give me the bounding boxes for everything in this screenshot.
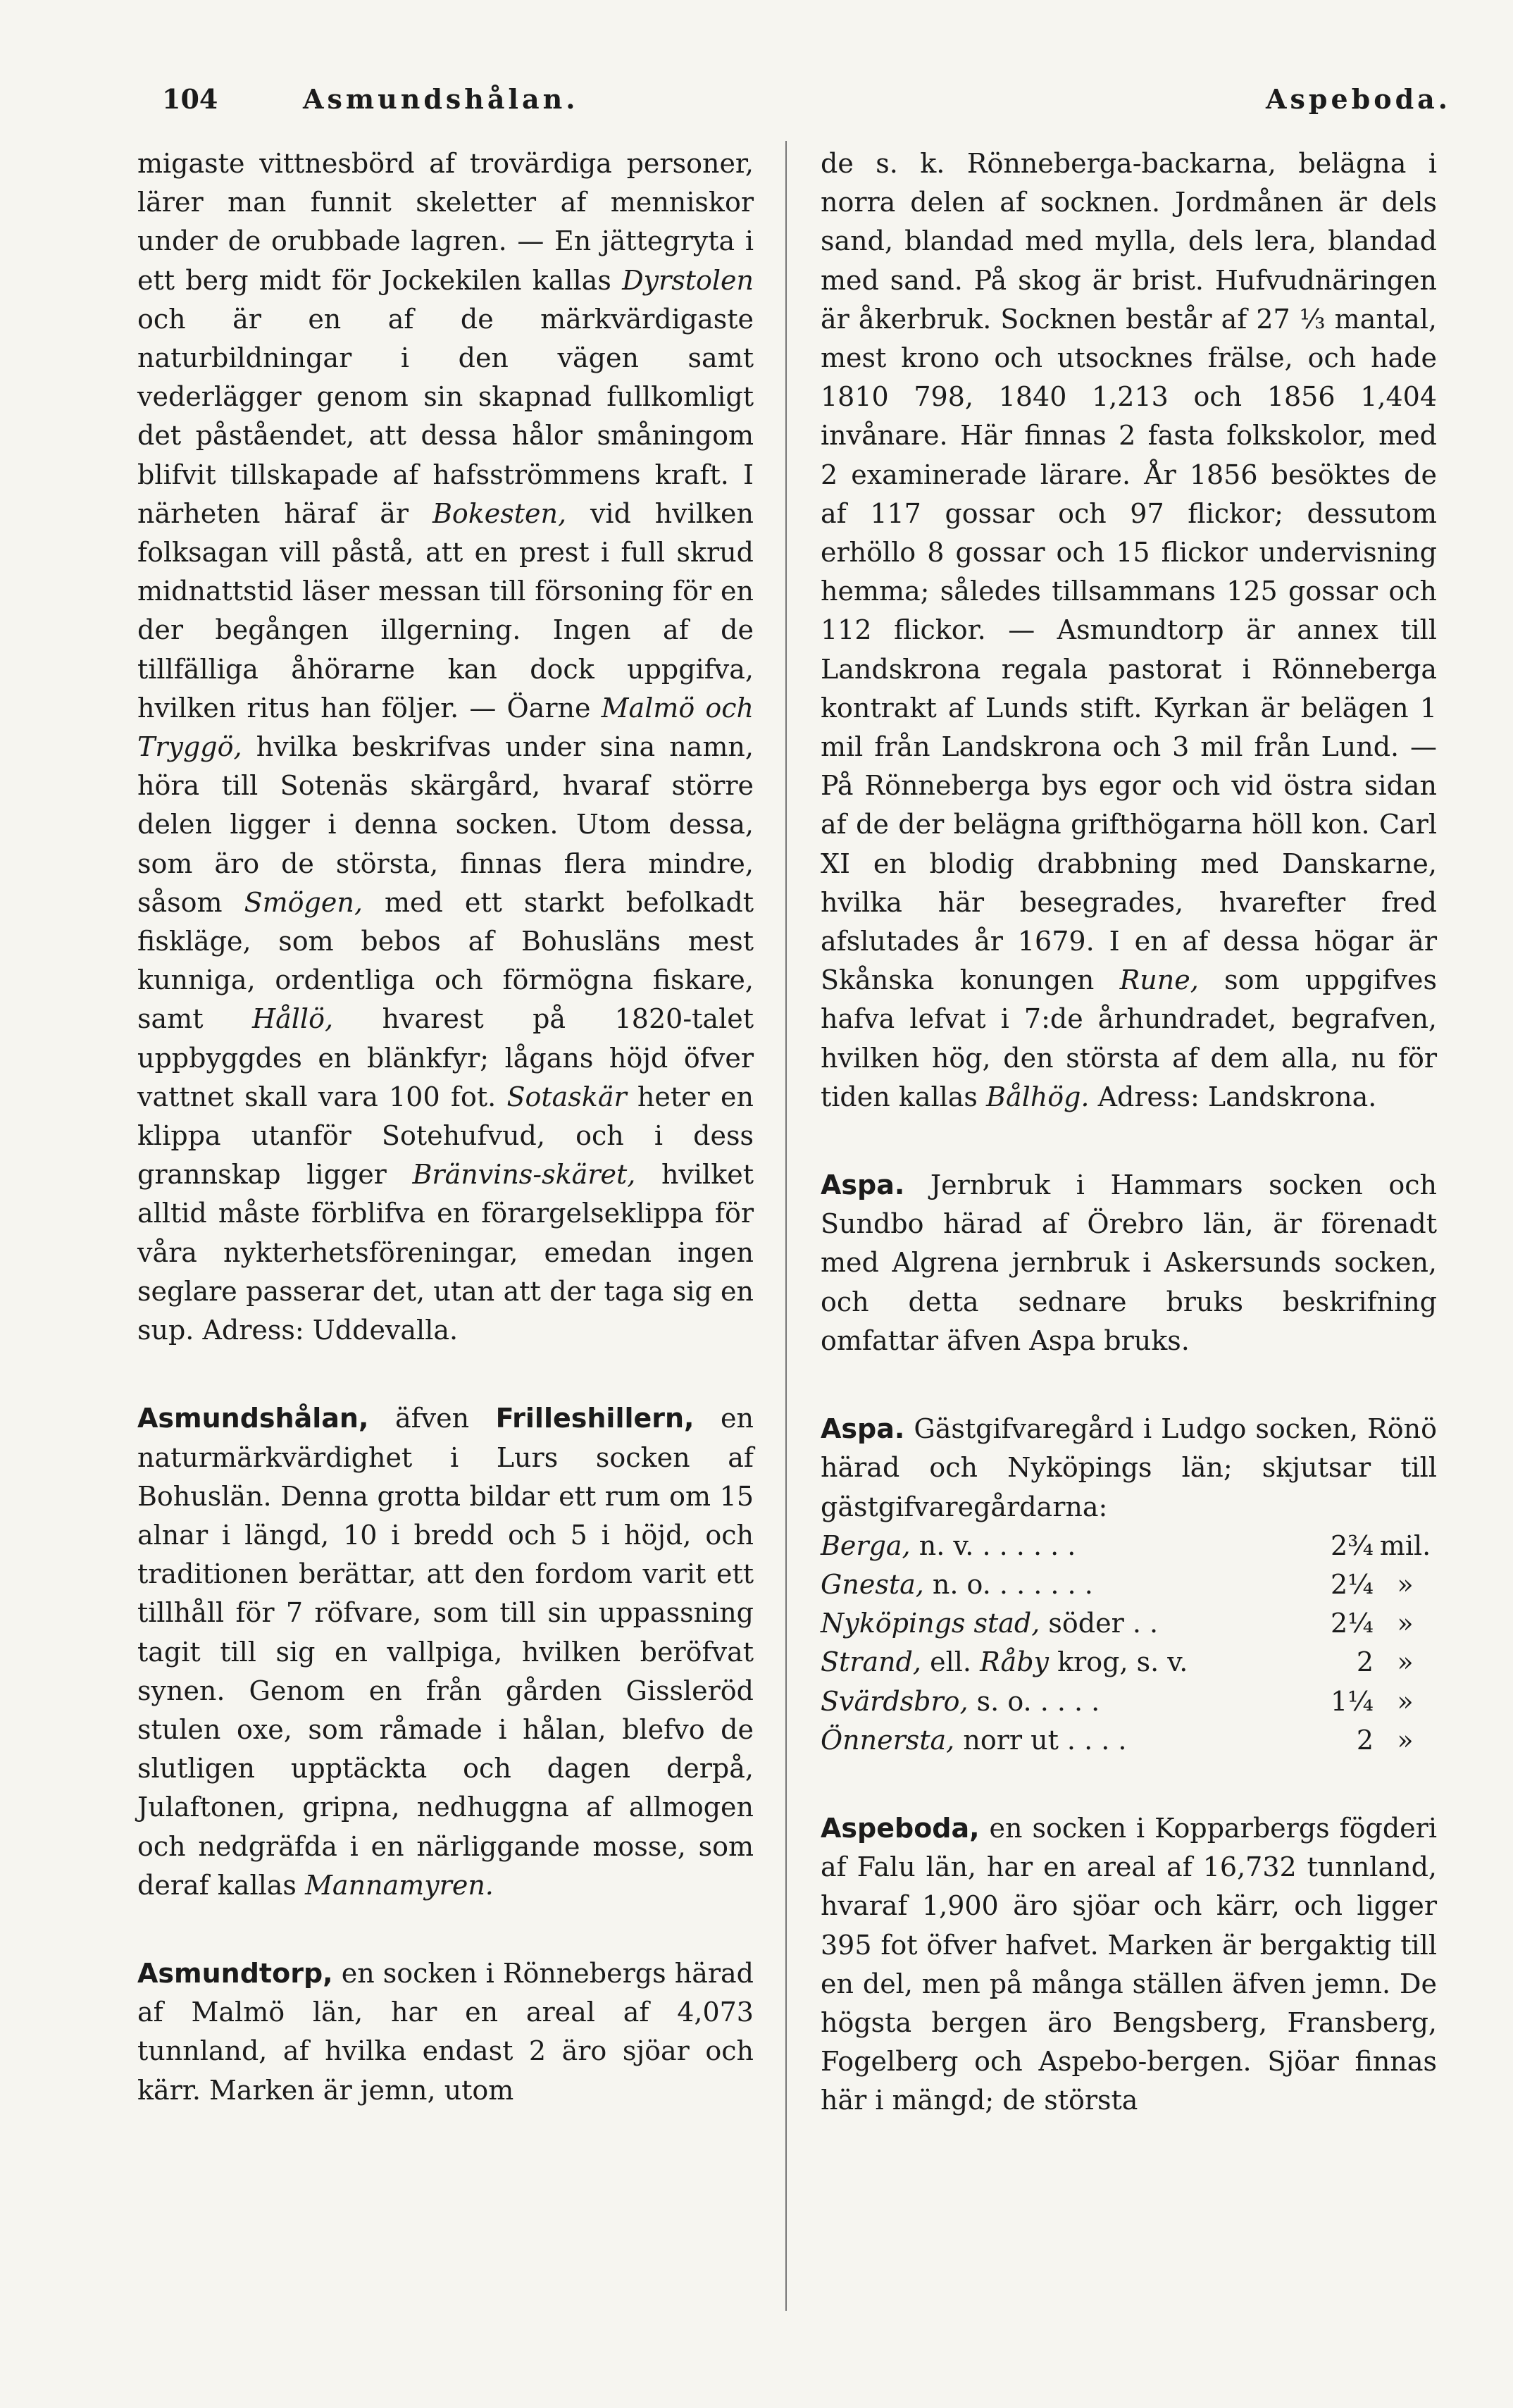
table-row: Önnersta, norr ut . . . . 2 » [821,1724,1414,1756]
page-number: 104 [162,83,218,115]
headword: Frilleshillern, [495,1403,695,1434]
table-row: Gnesta, n. o. . . . . . . 2¼ » [821,1568,1414,1600]
table-row: Strand, ell. Råby krog, s. v. 2 » [821,1646,1414,1678]
entry-continuation-paragraph: migaste vittnesbörd af trovärdiga personer, lärer man funnit skeletter af menniskor under de orubbade lagren. — En jättegryta i ett berg midt för Jockekilen kallas Dyrstolen och är en af de märkvärdigaste naturbildningar i den vägen samt vederlägger genom sin skapnad fullkomligt det påståendet, att dessa hålor småningom blifvit tillskapade af hafsströmmens kraft. I närheten häraf är Bokesten, vid hvilken folksagan vill påstå, att en prest i full skrud midnattstid läser messan till försoning för en der begången illgerning. Ingen af de tillfälliga åhörarne kan dock uppgifva, hvilken ritus han följer. — Öarne Malmö och Tryggö, hvilka beskrifvas under sina namn, höra till Sotenäs skärgård, hvaraf större delen ligger i denna socken. Utom dessa, som äro de största, finnas flera mindre, såsom Smögen, med ett starkt befolkadt fiskläge, som bebos af Bohusläns mest kunniga, ordentliga och förmögna fiskare, samt Hållö, hvarest på 1820-talet uppbyggdes en blänkfyr; lågans höjd öfver vattnet skall vara 100 fot. Sotaskär heter en klippa utanför Sotehufvud, och i dess grannskap ligger Bränvins-skäret, hvilket alltid måste förblifva en förargelseklippa för våra nykterhetsföreningar, emedan ingen seglare passerar det, utan att der taga sig en sup. Adress: Uddevalla. [137,148,754,1346]
table-row: Nyköpings stad, söder . . 2¼ » [821,1608,1414,1639]
entry-aspa-jernbruk: Aspa. Jernbruk i Hammars socken och Sundbo härad af Örebro län, är förenadt med Algrena jernbruk i Askersunds socken, och detta sednare bruks beskrifning omfattar äfven Aspa bruks. [821,1169,1437,1356]
distance-table [821,1527,1437,1760]
right-column [821,144,1437,2121]
entry-asmundshalan: Asmundshålan, äfven Frilleshillern, en naturmärkvärdighet i Lurs socken af Bohuslän. Denna grotta bildar ett rum om 15 alnar i längd, 10 i bredd och 5 i höjd, och traditionen berättar, att den fordom varit ett tillhåll för 7 röfvare, som till sin uppassning tagit till sig en vallpiga, hvilken beröfvat synen. Genom en från gården Gissleröd stulen oxe, som råmade i hålan, blefvo de slutligen upptäckta och dagen derpå, Julaftonen, gripna, nedhuggna af allmogen och nedgräfda i en närliggande mosse, som deraf kallas Mannamyren. [137,1403,754,1901]
entry-asmundtorp: Asmundtorp, en socken i Rönnebergs härad af Malmö län, har en areal af 4,073 tunnland, af hvilka endast 2 äro sjöar och kärr. Marken är jemn, utom [137,1957,754,2106]
headword: Aspeboda, [821,1812,980,1844]
headword: Asmundtorp, [137,1957,333,1989]
page-header [162,83,1451,125]
table-row: Svärdsbro, s. o. . . . . 1¼ » [821,1685,1414,1717]
headword: Aspa. [821,1169,905,1201]
entry-continuation-paragraph: de s. k. Rönneberga-backarna, belägna i norra delen af socknen. Jordmånen är dels sand, blandad med mylla, dels lera, blandad med sand. På skog är brist. Hufvudnäringen är åkerbruk. Socknen består af 27 ⅓ mantal, mest krono och utsocknes frälse, och hade 1810 798, 1840 1,213 och 1856 1,404 invånare. Här finnas 2 fasta folkskolor, med 2 examinerade lärare. År 1856 besöktes de af 117 gossar och 97 flickor; dessutom erhöllo 8 gossar och 15 flickor undervisning hemma; således tillsammans 125 gossar och 112 flickor. — Asmundtorp är annex till Landskrona regala pastorat i Rönneberga kontrakt af Lunds stift. Kyrkan är belägen 1 mil från Landskrona och 3 mil från Lund. — På Rönneberga bys egor och vid östra sidan af de der belägna grifthögarna höll kon. Carl XI en blodig drabbning med Danskarne, hvilka här besegrades, hvarefter fred afslutades år 1679. I en af dessa högar är Skånska konungen Rune, som uppgifves hafva lefvat i 7:de århundradet, begrafven, hvilken hög, den största af dem alla, nu för tiden kallas Bålhög. Adress: Landskrona. [821,148,1437,1112]
table-row: Berga, n. v. . . . . . . 2¾ mil. [821,1529,1431,1561]
left-column [137,144,754,2110]
right-running-head: Aspeboda. [1266,83,1451,115]
headword: Aspa. [821,1413,905,1445]
left-running-head: Asmundshålan. [303,83,579,115]
headword: Asmundshålan, [137,1403,369,1434]
entry-aspeboda: Aspeboda, en socken i Kopparbergs fögderi af Falu län, har en areal af 16,732 tunnland, hvaraf 1,900 äro sjöar och kärr, och ligger 395 fot öfver hafvet. Marken är bergaktig till en del, men på många ställen äfven jemn. De högsta bergen äro Bengsberg, Fransberg, Fogelberg och Aspebo-bergen. Sjöar finnas här i mängd; de största [821,1812,1437,2116]
entry-aspa-gastgifvaregard: Aspa. Gästgifvaregård i Ludgo socken, Rönö härad och Nyköpings län; skjutsar till gästgifvaregårdarna: [821,1413,1437,1522]
column-divider [785,141,787,2311]
